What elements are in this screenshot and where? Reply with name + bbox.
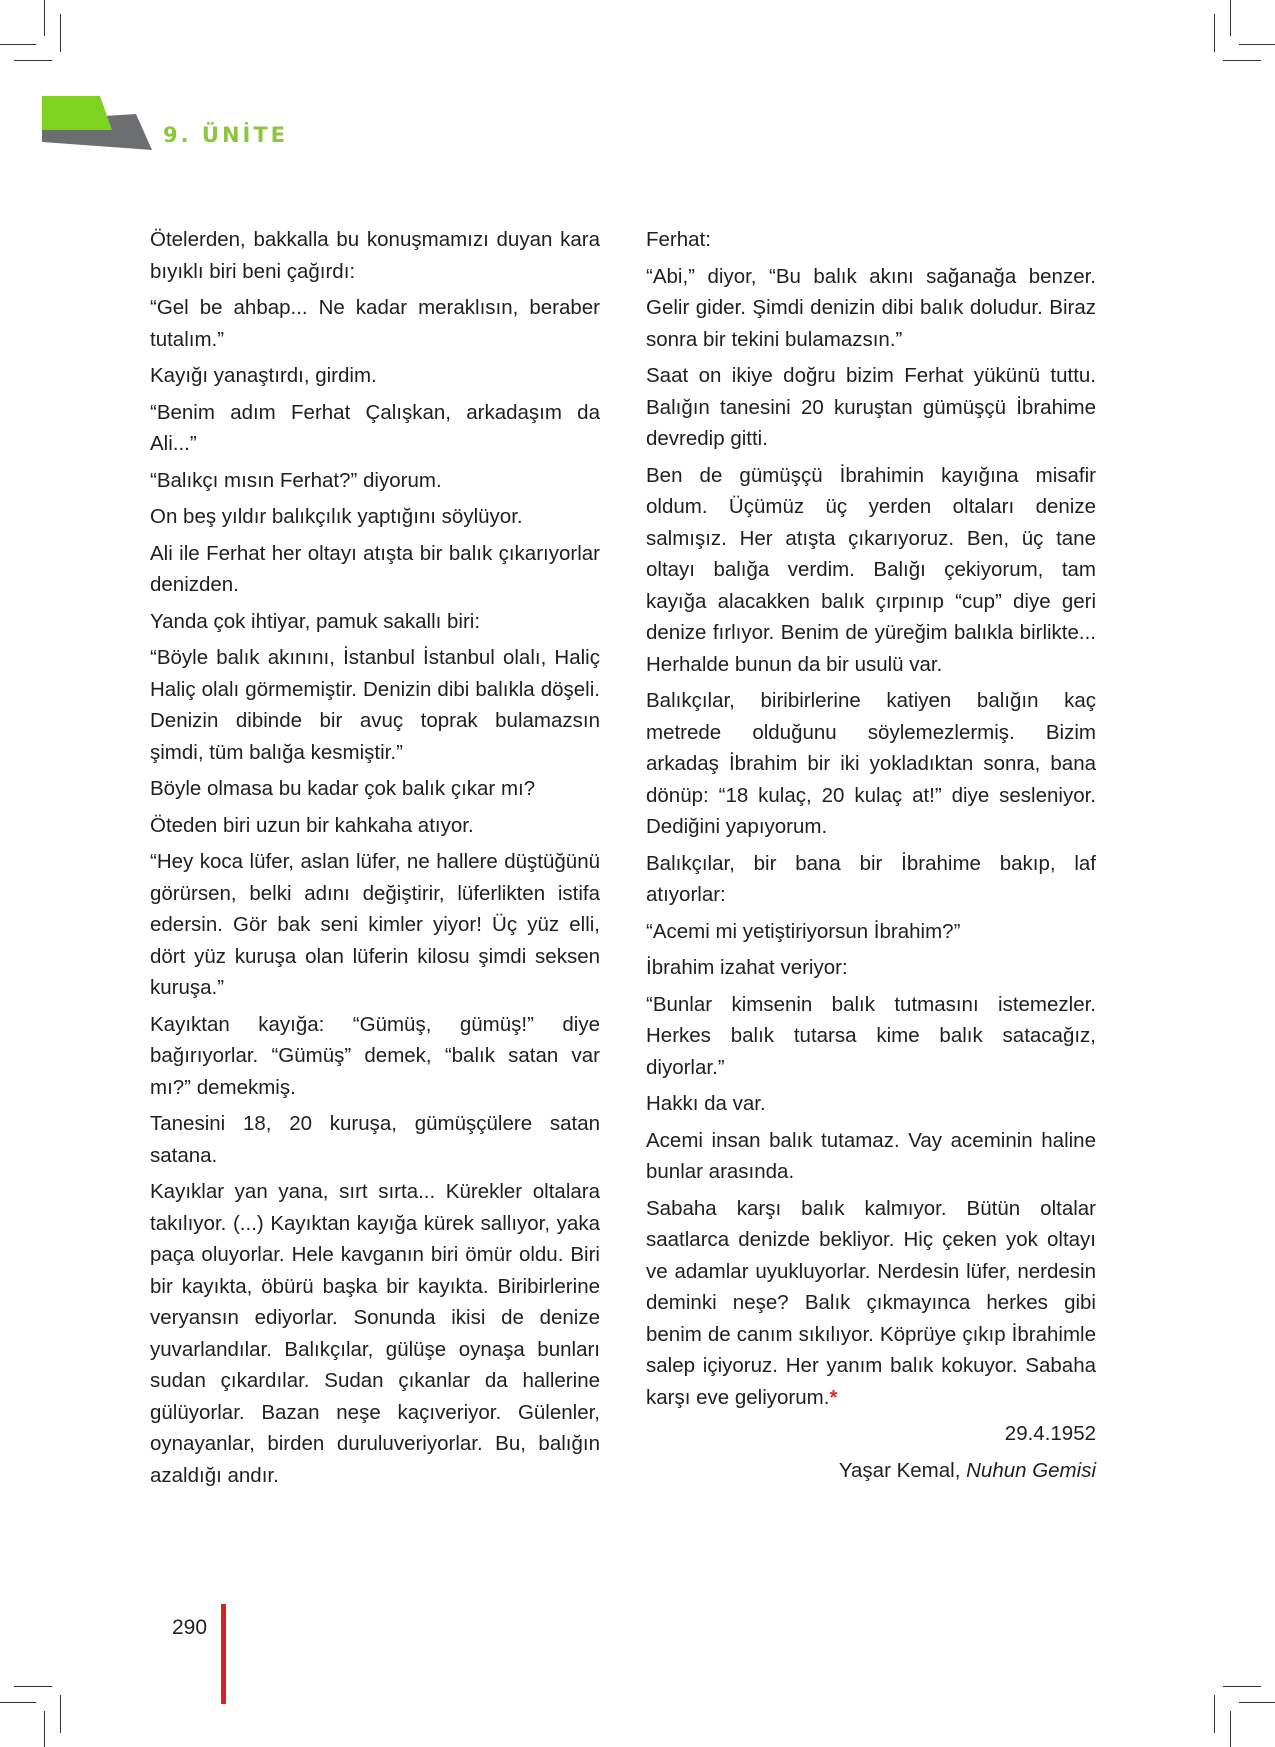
date: 29.4.1952 (1004, 1422, 1096, 1445)
paragraph: “Böyle balık akınını, İstanbul İstanbul olalı, Haliç Haliç olalı görmemiştir. Denizin dibi balıkla döşeli. Denizin dibinde bir avuç toprak bulamazsın şimdi, tüm balığa kesmiştir.” (150, 646, 600, 764)
paragraph: Tanesini 18, 20 kuruşa, gümüşçülere satan satana. (150, 1112, 600, 1167)
unit-ribbon-graphic (42, 94, 152, 152)
paragraph: “Benim adım Ferhat Çalışkan, arkadaşım da Ali...” (150, 400, 600, 455)
paragraph: Ferhat: (646, 228, 711, 251)
paragraph: “Abi,” diyor, “Bu balık akını sağanağa benzer. Gelir gider. Şimdi denizin dibi balık doludur. Biraz sonra bir tekini bulamazsın.” (646, 264, 1096, 351)
paragraph: On beş yıldır balıkçılık yaptığını söylüyor. (150, 505, 523, 528)
paragraph: Yanda çok ihtiyar, pamuk sakallı biri: (150, 609, 481, 633)
right-text-column (646, 224, 1096, 1491)
paragraph: Kayıktan kayığa: “Gümüş, gümüş!” diye bağırıyorlar. “Gümüş” demek, “balık satan var mı?” demekmiş. (150, 1012, 600, 1099)
paragraph: İbrahim izahat veriyor: (646, 956, 848, 979)
page-number-bar (221, 1604, 226, 1704)
footnote-marker: * (829, 1385, 838, 1409)
unit-title: 9. ÜNİTE (163, 123, 289, 147)
paragraph: “Hey koca lüfer, aslan lüfer, ne hallere düştüğünü görürsen, belki adını değiştirir, lüferlikten istifa edersin. Gör bak seni kimler yiyor! Üç yüz elli, dört yüz kuruşa olan lüferin kilosu şimdi seksen kuruşa.” (150, 850, 600, 999)
paragraph: Saat on ikiye doğru bizim Ferhat yükünü tuttu. Balığın tanesini 20 kuruştan gümüşçü İbrahime devredip gitti. (646, 364, 1096, 450)
left-text-column (150, 224, 600, 1496)
paragraph: “Gel be ahbap... Ne kadar meraklısın, beraber tutalım.” (150, 296, 600, 351)
paragraph: “Balıkçı mısın Ferhat?” diyorum. (150, 468, 442, 492)
paragraph: “Bunlar kimsenin balık tutmasını istemezler. Herkes balık tutarsa kime balık satacağız, diyorlar.” (646, 992, 1096, 1079)
book-title: Nuhun Gemisi (966, 1458, 1096, 1482)
paragraph: Balıkçılar, biribirlerine katiyen balığın kaç metrede olduğunu söylemezlermiş. Bizim arkadaş İbrahim bir iki yokladıktan sonra, bana dönüp: “18 kulaç, 20 kulaç at!” diye sesleniyor. Dediğini yapıyorum. (646, 689, 1096, 838)
paragraph-last (646, 1193, 1096, 1414)
paragraph-text: Sabaha karşı balık kalmıyor. Bütün oltalar saatlarca denizde bekliyor. Hiç çeken yok oltayı ve adamlar uyukluyorlar. Nerdesin lüfer, nerdesin deminki neşe? Balık çıkmayınca herkes gibi benim de canım sıkılıyor. Köprüye çıkıp İbrahimle salep içiyoruz. Her yanım balık kokuyor. Sabaha karşı eve geliyorum. (646, 1196, 1096, 1409)
page-number: 290 (172, 1616, 208, 1639)
author-name: Yaşar Kemal, (838, 1458, 967, 1482)
paragraph: Böyle olmasa bu kadar çok balık çıkar mı? (150, 777, 536, 800)
paragraph: Balıkçılar, bir bana bir İbrahime bakıp, laf atıyorlar: (646, 851, 1096, 906)
paragraph: “Acemi mi yetiştiriyorsun İbrahim?” (646, 919, 961, 943)
paragraph: Kayığı yanaştırdı, girdim. (150, 364, 377, 387)
paragraph: Öteden biri uzun bir kahkaha atıyor. (150, 813, 474, 837)
paragraph: Ötelerden, bakkalla bu konuşmamızı duyan kara bıyıklı biri beni çağırdı: (150, 228, 600, 283)
paragraph: Hakkı da var. (646, 1092, 766, 1115)
paragraph: Ali ile Ferhat her oltayı atışta bir balık çıkarıyorlar denizden. (150, 541, 600, 596)
paragraph: Ben de gümüşçü İbrahimin kayığına misafir oldum. Üçümüz üç yerden oltaları denize salmışız. Her atışta çıkarıyoruz. Ben, üç tane oltayı balığa verdim. Balığı çekiyorum, tam kayığa alacakken balık çırpınıp “cup” diye geri denize fırlıyor. Benim de yüreğim balıkla birlikte... Herhalde bunun da bir usulü var. (646, 463, 1096, 676)
paragraph: Kayıklar yan yana, sırt sırta... Kürekler oltalara takılıyor. (...) Kayıktan kayığa kürek sallıyor, yaka paça oluyorlar. Hele kavganın biri ömür oldu. Biri bir kayıkta, öbürü başka bir kayıkta. Biribirlerine veryansın ediyorlar. Sonunda ikisi de denize yuvarlandılar. Balıkçılar, gülüşe oynaşa bunları sudan çıkardılar. Sudan çıkanlar da hallerine gülüyorlar. Bazan neşe kaçıveriyor. Gülenler, oynayanlar, birden duruluveriyorlar. Bu, balığın azaldığı andır. (150, 1180, 600, 1487)
attribution (646, 1455, 1096, 1487)
paragraph: Acemi insan balık tutamaz. Vay aceminin haline bunlar arasında. (646, 1128, 1096, 1183)
